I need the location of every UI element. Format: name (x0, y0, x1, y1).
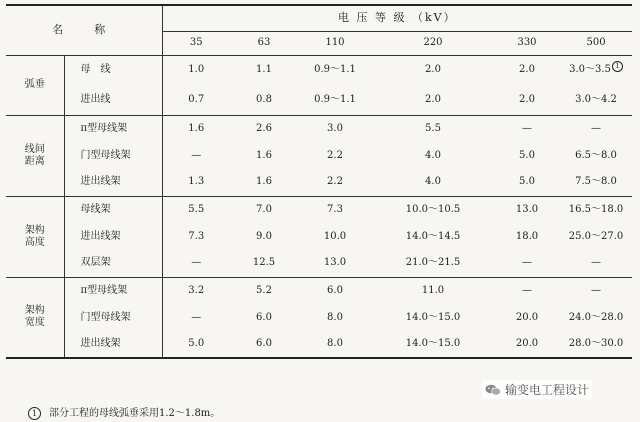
cell-text: 6.0 (256, 311, 272, 323)
cell-value (298, 142, 372, 169)
cell-value (162, 169, 230, 196)
substation-dimension-table (6, 4, 632, 359)
cell-value (372, 304, 494, 331)
cell-value (560, 115, 632, 142)
cell-text: 25.0～27.0 (568, 230, 624, 242)
cell-text: 20.0 (515, 311, 539, 323)
cell-text: 5.0 (519, 176, 535, 188)
cell-value (298, 250, 372, 277)
cell-value (162, 142, 230, 169)
cell-text: — (591, 284, 602, 296)
cell-text: 1.1 (256, 64, 272, 76)
cell-value (372, 250, 494, 277)
cell-text: 4.0 (425, 176, 441, 188)
cell-text: 2.0 (519, 64, 535, 76)
cell-value (372, 169, 494, 196)
cell-text: 9.0 (256, 230, 272, 242)
cell-text: 6.5～8.0 (575, 149, 617, 161)
cell-text: 3.0 (327, 122, 343, 134)
cell-text: — (591, 257, 602, 269)
cell-text: — (591, 122, 602, 134)
wechat-icon (485, 384, 501, 396)
table-row (6, 304, 632, 331)
cell-value (560, 331, 632, 358)
cell-text: 5.5 (188, 203, 205, 215)
row-label: 母线架 (64, 196, 162, 223)
cell-text: 20.0 (515, 338, 539, 349)
cell-value (162, 277, 230, 304)
cell-text: 14.0～15.0 (405, 338, 461, 349)
cell-value (372, 85, 494, 115)
cell-value (494, 85, 560, 115)
cell-value (298, 85, 372, 115)
cell-text: 1.3 (188, 176, 205, 188)
cell-text: 2.2 (327, 176, 343, 188)
voltage-63: 63 (230, 31, 298, 55)
cell-text: — (522, 284, 532, 296)
table-row (6, 115, 632, 142)
cell-text: — (191, 257, 202, 269)
footnote-mark: 1 (28, 407, 41, 420)
cell-value (560, 223, 632, 250)
cell-text: 2.2 (327, 149, 343, 161)
cell-text: — (191, 149, 202, 161)
cell-text: 0.9～1.1 (314, 64, 356, 76)
table-row (6, 169, 632, 196)
row-label: 进出线架 (64, 331, 162, 358)
row-label: 门型母线架 (64, 142, 162, 169)
cell-text: 28.0～30.0 (568, 338, 624, 349)
cell-text: 0.7 (188, 93, 205, 105)
cell-value (162, 331, 230, 358)
cell-text: 3.0～3.5 (569, 64, 611, 76)
table-row (6, 277, 632, 304)
voltage-header: 电 压 等 级 （kV） (162, 5, 632, 31)
cell-value (494, 142, 560, 169)
cell-value (494, 115, 560, 142)
cell-value (560, 250, 632, 277)
cell-value (494, 277, 560, 304)
category-label: 线间距离 (6, 115, 64, 196)
cell-text: 5.5 (425, 122, 441, 134)
row-label: 门型母线架 (64, 304, 162, 331)
table-row (6, 250, 632, 277)
cell-value (230, 223, 298, 250)
table-row (6, 196, 632, 223)
table-row (6, 55, 632, 85)
cell-text: 18.0 (515, 230, 539, 242)
cell-text: 1.6 (188, 122, 205, 134)
cell-value (494, 169, 560, 196)
cell-text: 10.0 (323, 230, 347, 242)
watermark-text: 输变电工程设计 (505, 383, 590, 397)
cell-value (298, 196, 372, 223)
cell-text: 8.0 (327, 338, 343, 349)
cell-text: 6.0 (256, 338, 272, 349)
cell-text: 1.6 (256, 149, 272, 161)
cell-text: 3.0～4.2 (575, 93, 617, 105)
cell-value (298, 304, 372, 331)
voltage-110: 110 (298, 31, 372, 55)
cell-value (372, 196, 494, 223)
cell-text: 16.5～18.0 (568, 203, 624, 215)
cell-text: 2.0 (425, 93, 441, 105)
cell-value (560, 169, 632, 196)
row-label: 进出线架 (64, 223, 162, 250)
cell-value (372, 277, 494, 304)
cell-value (162, 55, 230, 85)
cell-value (560, 55, 632, 85)
cell-value (162, 196, 230, 223)
watermark (482, 380, 592, 399)
cell-value (560, 85, 632, 115)
cell-text: 12.5 (252, 257, 276, 269)
row-label: π型母线架 (64, 115, 162, 142)
cell-value (372, 223, 494, 250)
cell-value (298, 115, 372, 142)
table-row (6, 142, 632, 169)
table-row (6, 85, 632, 115)
cell-text: 10.0～10.5 (405, 203, 461, 215)
cell-text: 21.0～21.5 (405, 257, 461, 269)
cell-value (230, 115, 298, 142)
cell-text: 1.6 (256, 176, 272, 188)
table-row (6, 331, 632, 358)
spec-table-page (6, 4, 632, 359)
cell-text: 7.3 (188, 230, 205, 242)
cell-value (372, 142, 494, 169)
cell-text: 5.0 (188, 338, 205, 349)
cell-text: 2.6 (256, 122, 272, 134)
cell-text: — (191, 311, 202, 323)
cell-text: 14.0～14.5 (405, 230, 461, 242)
cell-value (560, 142, 632, 169)
cell-value (230, 85, 298, 115)
cell-value (494, 331, 560, 358)
table-row (6, 223, 632, 250)
cell-value (162, 115, 230, 142)
cell-text: 13.0 (515, 203, 539, 215)
cell-value (230, 55, 298, 85)
cell-text: 7.0 (256, 203, 272, 215)
cell-text: 6.0 (327, 284, 343, 296)
cell-value (560, 304, 632, 331)
cell-value (230, 196, 298, 223)
cell-value (230, 304, 298, 331)
cell-value (298, 223, 372, 250)
cell-text: — (522, 257, 532, 269)
cell-text: 1.0 (188, 64, 205, 76)
cell-value (230, 331, 298, 358)
cell-value (494, 250, 560, 277)
row-label: π型母线架 (64, 277, 162, 304)
row-label: 母 线 (64, 55, 162, 85)
voltage-220: 220 (372, 31, 494, 55)
cell-text: 11.0 (421, 284, 445, 296)
cell-value (162, 250, 230, 277)
cell-value (230, 277, 298, 304)
voltage-35: 35 (162, 31, 230, 55)
cell-value (298, 331, 372, 358)
cell-text: 14.0～15.0 (405, 311, 461, 323)
cell-value (298, 55, 372, 85)
cell-value (372, 55, 494, 85)
category-label: 弧垂 (6, 55, 64, 115)
cell-text: 24.0～28.0 (568, 311, 624, 323)
cell-value (162, 85, 230, 115)
cell-value (230, 142, 298, 169)
cell-value (162, 304, 230, 331)
cell-text: 4.0 (425, 149, 441, 161)
cell-value (298, 169, 372, 196)
cell-value (494, 304, 560, 331)
cell-text: 8.0 (327, 311, 343, 323)
cell-text: 0.9～1.1 (314, 93, 356, 105)
cell-text: 5.0 (519, 149, 535, 161)
footnote (28, 404, 220, 420)
row-label: 进出线架 (64, 169, 162, 196)
cell-text: 13.0 (323, 257, 347, 269)
cell-value (494, 196, 560, 223)
cell-value (298, 277, 372, 304)
cell-text: 5.2 (256, 284, 272, 296)
cell-value (494, 55, 560, 85)
cell-value (560, 277, 632, 304)
category-label: 架构高度 (6, 196, 64, 277)
voltage-330: 330 (494, 31, 560, 55)
cell-value (230, 169, 298, 196)
cell-text: 2.0 (519, 93, 535, 105)
cell-value (230, 250, 298, 277)
name-header: 名 称 (6, 5, 162, 55)
row-label: 双层架 (64, 250, 162, 277)
cell-value (560, 196, 632, 223)
footnote-text: 部分工程的母线弧垂采用1.2～1.8m。 (49, 408, 221, 419)
cell-value (494, 223, 560, 250)
cell-text: — (522, 122, 532, 134)
row-label: 进出线 (64, 85, 162, 115)
cell-text: 0.8 (256, 93, 272, 105)
cell-text: 2.0 (425, 64, 441, 76)
cell-text: 7.5～8.0 (575, 176, 617, 188)
cell-value (162, 223, 230, 250)
cell-text: 7.3 (327, 203, 343, 215)
category-label: 架构宽度 (6, 277, 64, 358)
cell-value (372, 331, 494, 358)
voltage-500: 500 (560, 31, 632, 55)
cell-value (372, 115, 494, 142)
cell-text: 3.2 (188, 284, 205, 296)
footnote-ref-mark: 1 (612, 61, 623, 72)
